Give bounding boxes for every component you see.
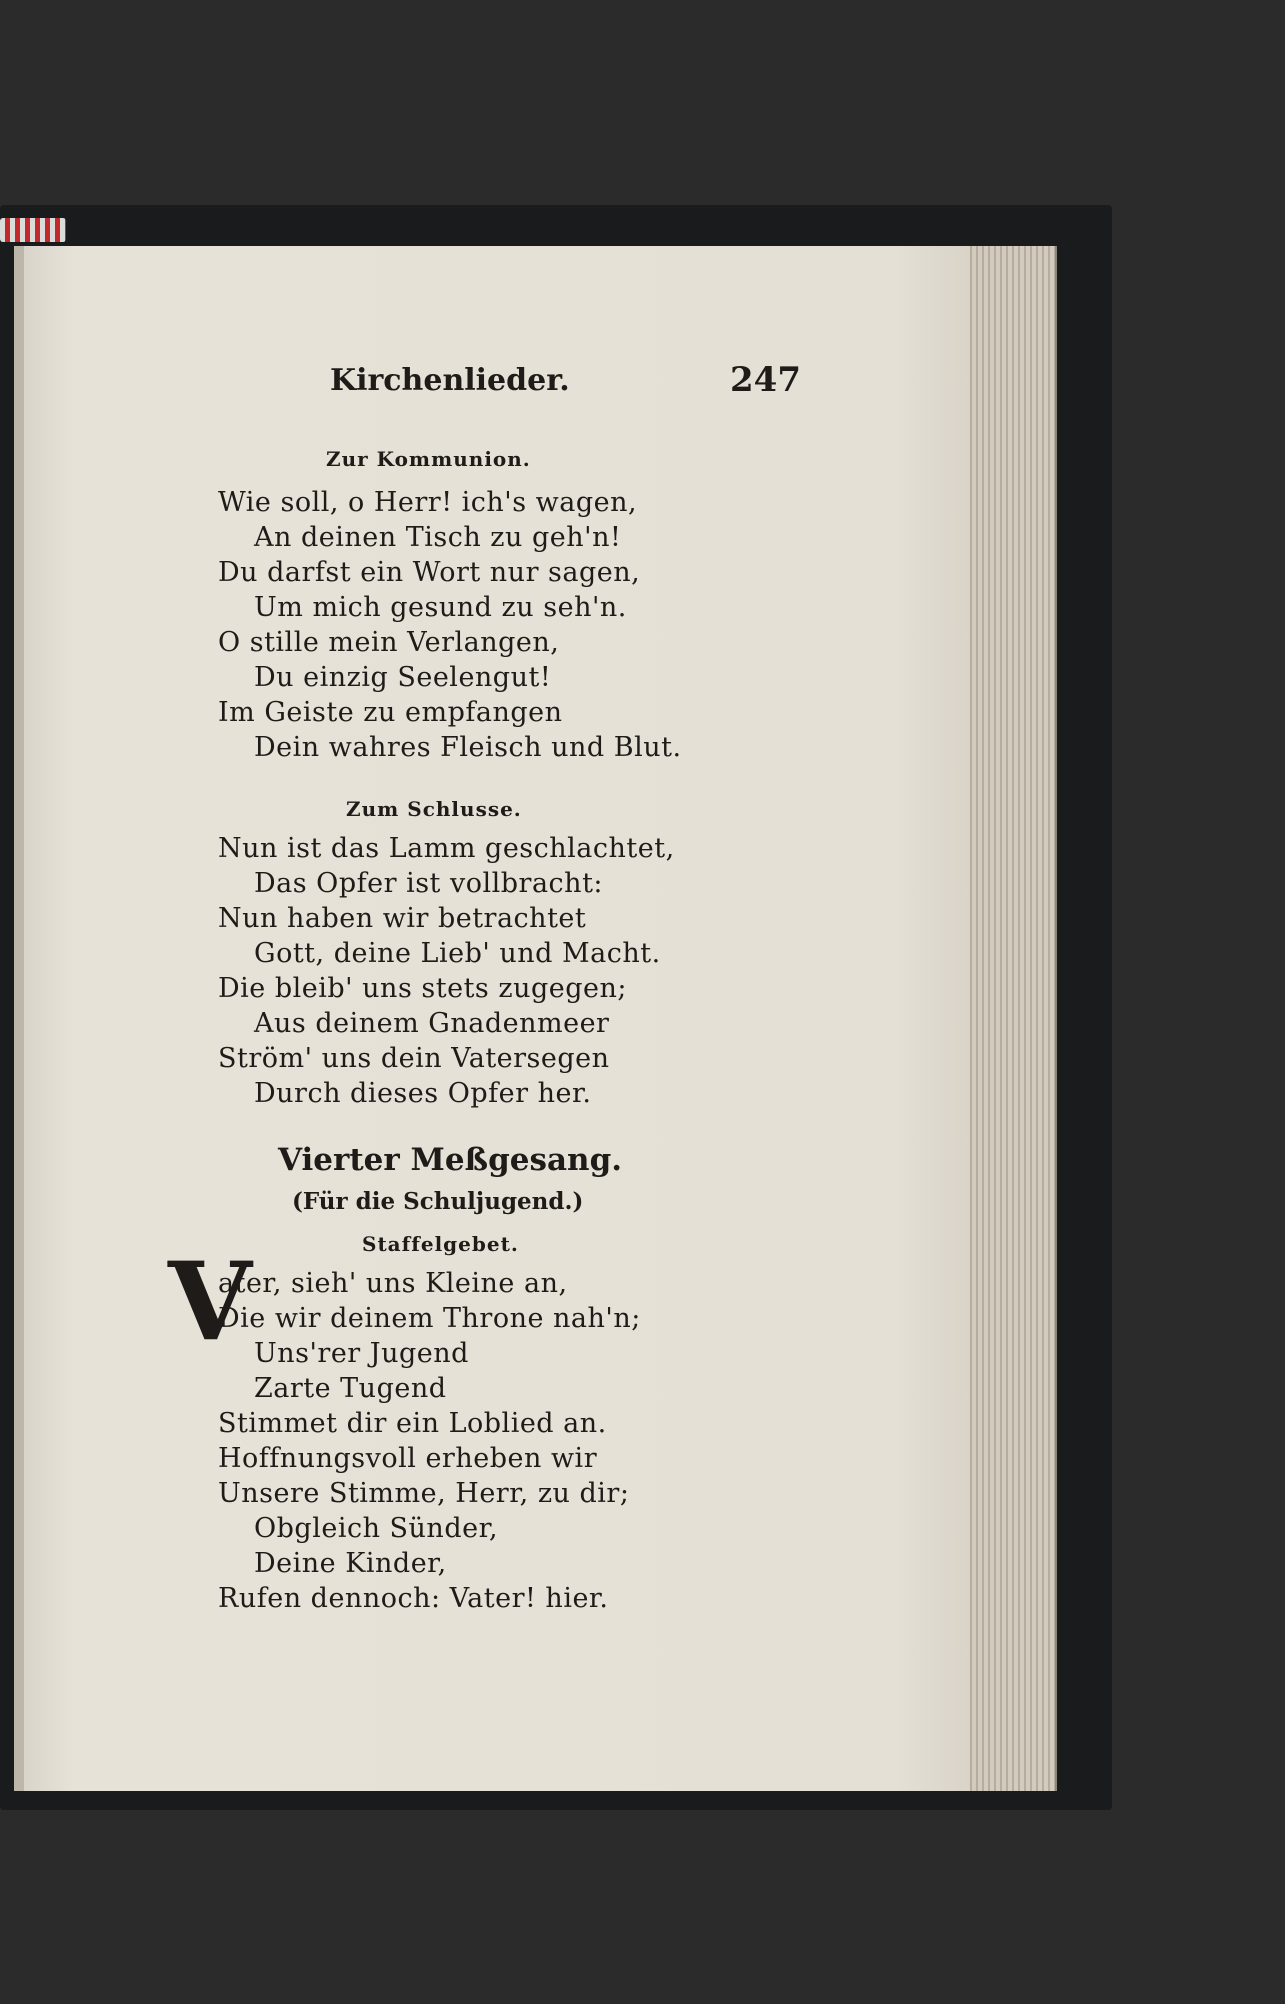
verse-line: Um mich gesund zu seh'n. bbox=[254, 592, 627, 623]
verse-line: Dein wahres Fleisch und Blut. bbox=[254, 732, 682, 763]
verse-line: Uns'rer Jugend bbox=[254, 1338, 469, 1369]
hymn-title: Vierter Meßgesang. bbox=[278, 1142, 623, 1178]
hymn-subtitle: (Für die Schuljugend.) bbox=[292, 1188, 584, 1215]
verse-line: Aus deinem Gnadenmeer bbox=[254, 1008, 610, 1039]
verse-line: Die bleib' uns stets zugegen; bbox=[218, 973, 627, 1004]
verse-line: Stimmet dir ein Loblied an. bbox=[218, 1408, 607, 1439]
verse-line: Obgleich Sünder, bbox=[254, 1513, 499, 1544]
page-gutter bbox=[14, 246, 24, 1791]
verse-line: Wie soll, o Herr! ich's wagen, bbox=[218, 487, 638, 518]
verse-line: Nun ist das Lamm geschlachtet, bbox=[218, 833, 675, 864]
verse-line: Im Geiste zu empfangen bbox=[218, 697, 563, 728]
verse-line: Unsere Stimme, Herr, zu dir; bbox=[218, 1478, 630, 1509]
section-heading-schlusse: Zum Schlusse. bbox=[346, 797, 522, 821]
verse-line: Das Opfer ist vollbracht: bbox=[254, 868, 604, 899]
verse-line: An deinen Tisch zu geh'n! bbox=[254, 522, 622, 553]
verse-line: Nun haben wir betrachtet bbox=[218, 903, 587, 934]
verse-line: Ström' uns dein Vatersegen bbox=[218, 1043, 610, 1074]
section-heading-staffelgebet: Staffelgebet. bbox=[362, 1232, 519, 1256]
verse-line: O stille mein Verlangen, bbox=[218, 627, 560, 658]
verse-line: Rufen dennoch: Vater! hier. bbox=[218, 1583, 609, 1614]
page-edges bbox=[960, 246, 1057, 1791]
verse-line: Die wir deinem Throne nah'n; bbox=[218, 1303, 641, 1334]
verse-line: Hoffnungsvoll erheben wir bbox=[218, 1443, 598, 1474]
section-heading-kommunion: Zur Kommunion. bbox=[326, 447, 531, 471]
verse-line: Zarte Tugend bbox=[254, 1373, 447, 1404]
drop-initial: V bbox=[168, 1239, 252, 1365]
bookmark-ribbon bbox=[0, 218, 66, 242]
verse-line: ater, sieh' uns Kleine an, bbox=[218, 1268, 568, 1299]
page-number: 247 bbox=[730, 360, 801, 400]
running-title: Kirchenlieder. bbox=[330, 363, 570, 398]
verse-line: Gott, deine Lieb' und Macht. bbox=[254, 938, 661, 969]
verse-line: Du einzig Seelengut! bbox=[254, 662, 552, 693]
verse-line: Du darfst ein Wort nur sagen, bbox=[218, 557, 641, 588]
verse-line: Deine Kinder, bbox=[254, 1548, 447, 1579]
verse-line: Durch dieses Opfer her. bbox=[254, 1078, 592, 1109]
